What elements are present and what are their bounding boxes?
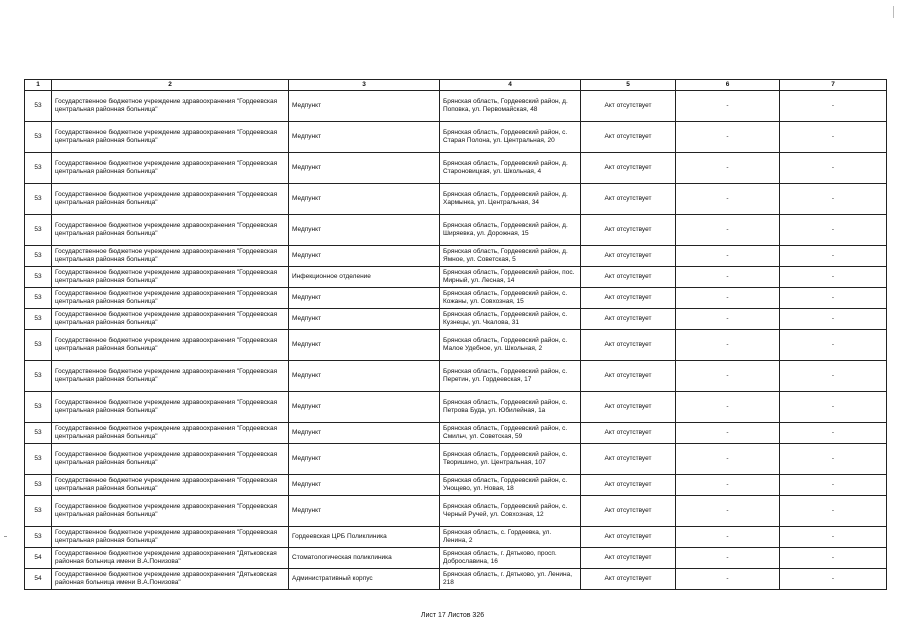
- address-cell: Брянская область, Гордеевский район, с. Унощево, ул. Новая, 18: [440, 475, 581, 496]
- address-cell: Брянская область, Гордеевский район, с. Кузнецы, ул. Чкалова, 31: [440, 309, 581, 330]
- institution-cell: Государственное бюджетное учреждение здравоохранения "Гордеевская центральная районная больница": [52, 444, 289, 475]
- column-6-cell: -: [676, 548, 780, 569]
- address-cell: Брянская область, Гордеевский район, с. Петрова Буда, ул. Юбилейная, 1а: [440, 392, 581, 423]
- act-status-cell: Акт отсутствует: [581, 153, 676, 184]
- table-row: [25, 184, 887, 215]
- department-cell: Медпункт: [289, 215, 440, 246]
- column-6-cell: -: [676, 309, 780, 330]
- institution-cell: Государственное бюджетное учреждение здравоохранения "Гордеевская центральная районная больница": [52, 122, 289, 153]
- column-7-cell: -: [780, 330, 887, 361]
- institution-cell: Государственное бюджетное учреждение здравоохранения "Гордеевская центральная районная больница": [52, 361, 289, 392]
- act-status-cell: Акт отсутствует: [581, 423, 676, 444]
- column-6-cell: -: [676, 153, 780, 184]
- row-number-cell: 53: [25, 288, 52, 309]
- act-status-cell: Акт отсутствует: [581, 361, 676, 392]
- column-6-cell: -: [676, 392, 780, 423]
- department-cell: Инфекционное отделение: [289, 267, 440, 288]
- act-status-cell: Акт отсутствует: [581, 215, 676, 246]
- address-cell: Брянская область, Гордеевский район, пос. Мирный, ул. Лесная, 14: [440, 267, 581, 288]
- table-row: [25, 392, 887, 423]
- column-7-cell: -: [780, 496, 887, 527]
- table-row: [25, 122, 887, 153]
- column-7-cell: -: [780, 548, 887, 569]
- address-cell: Брянская область, г. Дятьково, просп. Доброславина, 16: [440, 548, 581, 569]
- act-status-cell: Акт отсутствует: [581, 309, 676, 330]
- institution-cell: Государственное бюджетное учреждение здравоохранения "Гордеевская центральная районная больница": [52, 309, 289, 330]
- table-row: [25, 288, 887, 309]
- table-header-row: [25, 80, 887, 91]
- table-row: [25, 361, 887, 392]
- address-cell: Брянская область, Гордеевский район, д. Поповка, ул. Первомайская, 48: [440, 91, 581, 122]
- table-row: [25, 496, 887, 527]
- institution-cell: Государственное бюджетное учреждение здравоохранения "Гордеевская центральная районная больница": [52, 215, 289, 246]
- column-6-cell: -: [676, 267, 780, 288]
- department-cell: Медпункт: [289, 444, 440, 475]
- address-cell: Брянская область, Гордеевский район, с. Творишино, ул. Центральная, 107: [440, 444, 581, 475]
- act-status-cell: Акт отсутствует: [581, 184, 676, 215]
- column-6-cell: -: [676, 423, 780, 444]
- address-cell: Брянская область, Гордеевский район, с. Смильч, ул. Советская, 59: [440, 423, 581, 444]
- row-number-cell: 53: [25, 215, 52, 246]
- column-6-cell: -: [676, 91, 780, 122]
- row-number-cell: 54: [25, 548, 52, 569]
- column-6-cell: -: [676, 527, 780, 548]
- institution-cell: Государственное бюджетное учреждение здравоохранения "Гордеевская центральная районная больница": [52, 91, 289, 122]
- act-status-cell: Акт отсутствует: [581, 330, 676, 361]
- act-status-cell: Акт отсутствует: [581, 392, 676, 423]
- institution-cell: Государственное бюджетное учреждение здравоохранения "Гордеевская центральная районная больница": [52, 267, 289, 288]
- institution-cell: Государственное бюджетное учреждение здравоохранения "Гордеевская центральная районная больница": [52, 288, 289, 309]
- table-row: [25, 246, 887, 267]
- department-cell: Медпункт: [289, 330, 440, 361]
- column-7-cell: -: [780, 527, 887, 548]
- column-7-cell: -: [780, 246, 887, 267]
- column-6-cell: -: [676, 444, 780, 475]
- scan-edge-mark: [893, 6, 894, 18]
- table-row: [25, 215, 887, 246]
- address-cell: Брянская область, г. Дятьково, ул. Ленина, 218: [440, 569, 581, 590]
- institution-cell: Государственное бюджетное учреждение здравоохранения "Гордеевская центральная районная больница": [52, 423, 289, 444]
- column-6-cell: -: [676, 184, 780, 215]
- row-number-cell: 53: [25, 330, 52, 361]
- address-cell: Брянская область, Гордеевский район, с. Черный Ручей, ул. Совхозная, 12: [440, 496, 581, 527]
- row-number-cell: 53: [25, 392, 52, 423]
- act-status-cell: Акт отсутствует: [581, 527, 676, 548]
- column-7-cell: -: [780, 288, 887, 309]
- table-row: [25, 91, 887, 122]
- act-status-cell: Акт отсутствует: [581, 569, 676, 590]
- column-7-cell: -: [780, 122, 887, 153]
- department-cell: Медпункт: [289, 392, 440, 423]
- column-6-cell: -: [676, 288, 780, 309]
- row-number-cell: 53: [25, 423, 52, 444]
- column-7-cell: -: [780, 475, 887, 496]
- registry-table: [24, 79, 887, 590]
- column-6-cell: -: [676, 246, 780, 267]
- column-header: 7: [780, 80, 887, 91]
- column-6-cell: -: [676, 475, 780, 496]
- column-7-cell: -: [780, 392, 887, 423]
- table-row: [25, 309, 887, 330]
- row-number-cell: 53: [25, 496, 52, 527]
- table-row: [25, 527, 887, 548]
- department-cell: Медпункт: [289, 288, 440, 309]
- column-7-cell: -: [780, 184, 887, 215]
- address-cell: Брянская область, с. Гордеевка, ул. Ленина, 2: [440, 527, 581, 548]
- department-cell: Медпункт: [289, 122, 440, 153]
- institution-cell: Государственное бюджетное учреждение здравоохранения "Дятьковская районная больница имени В.А.Понизова": [52, 548, 289, 569]
- act-status-cell: Акт отсутствует: [581, 288, 676, 309]
- address-cell: Брянская область, Гордеевский район, с. Кожаны, ул. Совхозная, 15: [440, 288, 581, 309]
- column-6-cell: -: [676, 361, 780, 392]
- row-number-cell: 53: [25, 267, 52, 288]
- department-cell: Стоматологическая поликлиника: [289, 548, 440, 569]
- institution-cell: Государственное бюджетное учреждение здравоохранения "Гордеевская центральная районная больница": [52, 527, 289, 548]
- row-number-cell: 53: [25, 91, 52, 122]
- department-cell: Административный корпус: [289, 569, 440, 590]
- column-7-cell: -: [780, 309, 887, 330]
- department-cell: Медпункт: [289, 91, 440, 122]
- act-status-cell: Акт отсутствует: [581, 91, 676, 122]
- margin-mark: [4, 536, 7, 537]
- act-status-cell: Акт отсутствует: [581, 548, 676, 569]
- institution-cell: Государственное бюджетное учреждение здравоохранения "Гордеевская центральная районная больница": [52, 153, 289, 184]
- address-cell: Брянская область, Гордеевский район, д. Староновицкая, ул. Школьная, 4: [440, 153, 581, 184]
- row-number-cell: 53: [25, 184, 52, 215]
- address-cell: Брянская область, Гордеевский район, с. Малое Удебное, ул. Школьная, 2: [440, 330, 581, 361]
- act-status-cell: Акт отсутствует: [581, 122, 676, 153]
- department-cell: Медпункт: [289, 361, 440, 392]
- address-cell: Брянская область, Гордеевский район, д. Ямное, ул. Советская, 5: [440, 246, 581, 267]
- department-cell: Гордеевская ЦРБ Поликлиника: [289, 527, 440, 548]
- table-row: [25, 330, 887, 361]
- row-number-cell: 53: [25, 475, 52, 496]
- column-7-cell: -: [780, 569, 887, 590]
- column-7-cell: -: [780, 423, 887, 444]
- column-header: 2: [52, 80, 289, 91]
- address-cell: Брянская область, Гордеевский район, с. Перетин, ул. Гордеевская, 17: [440, 361, 581, 392]
- table-row: [25, 444, 887, 475]
- column-header: 5: [581, 80, 676, 91]
- column-header: 6: [676, 80, 780, 91]
- column-6-cell: -: [676, 496, 780, 527]
- row-number-cell: 53: [25, 361, 52, 392]
- row-number-cell: 54: [25, 569, 52, 590]
- department-cell: Медпункт: [289, 184, 440, 215]
- page-footer: Лист 17 Листов 326: [420, 612, 485, 619]
- row-number-cell: 53: [25, 527, 52, 548]
- table-row: [25, 548, 887, 569]
- department-cell: Медпункт: [289, 423, 440, 444]
- institution-cell: Государственное бюджетное учреждение здравоохранения "Гордеевская центральная районная больница": [52, 246, 289, 267]
- column-7-cell: -: [780, 91, 887, 122]
- act-status-cell: Акт отсутствует: [581, 246, 676, 267]
- act-status-cell: Акт отсутствует: [581, 444, 676, 475]
- column-6-cell: -: [676, 569, 780, 590]
- column-header: 3: [289, 80, 440, 91]
- table-row: [25, 569, 887, 590]
- column-7-cell: -: [780, 215, 887, 246]
- column-6-cell: -: [676, 122, 780, 153]
- institution-cell: Государственное бюджетное учреждение здравоохранения "Гордеевская центральная районная больница": [52, 330, 289, 361]
- column-7-cell: -: [780, 444, 887, 475]
- column-header: 4: [440, 80, 581, 91]
- table-row: [25, 267, 887, 288]
- institution-cell: Государственное бюджетное учреждение здравоохранения "Гордеевская центральная районная больница": [52, 496, 289, 527]
- row-number-cell: 53: [25, 309, 52, 330]
- department-cell: Медпункт: [289, 475, 440, 496]
- table-row: [25, 423, 887, 444]
- column-7-cell: -: [780, 153, 887, 184]
- department-cell: Медпункт: [289, 246, 440, 267]
- institution-cell: Государственное бюджетное учреждение здравоохранения "Гордеевская центральная районная больница": [52, 392, 289, 423]
- column-header: 1: [25, 80, 52, 91]
- column-7-cell: -: [780, 361, 887, 392]
- column-7-cell: -: [780, 267, 887, 288]
- department-cell: Медпункт: [289, 496, 440, 527]
- row-number-cell: 53: [25, 122, 52, 153]
- institution-cell: Государственное бюджетное учреждение здравоохранения "Гордеевская центральная районная больница": [52, 184, 289, 215]
- column-6-cell: -: [676, 215, 780, 246]
- row-number-cell: 53: [25, 153, 52, 184]
- table-row: [25, 475, 887, 496]
- institution-cell: Государственное бюджетное учреждение здравоохранения "Дятьковская районная больница имени В.А.Понизова": [52, 569, 289, 590]
- row-number-cell: 53: [25, 246, 52, 267]
- address-cell: Брянская область, Гордеевский район, с. Старая Полона, ул. Центральная, 20: [440, 122, 581, 153]
- department-cell: Медпункт: [289, 153, 440, 184]
- act-status-cell: Акт отсутствует: [581, 267, 676, 288]
- department-cell: Медпункт: [289, 309, 440, 330]
- column-6-cell: -: [676, 330, 780, 361]
- table-row: [25, 153, 887, 184]
- address-cell: Брянская область, Гордеевский район, д. Хармынка, ул. Центральная, 34: [440, 184, 581, 215]
- act-status-cell: Акт отсутствует: [581, 496, 676, 527]
- institution-cell: Государственное бюджетное учреждение здравоохранения "Гордеевская центральная районная больница": [52, 475, 289, 496]
- row-number-cell: 53: [25, 444, 52, 475]
- address-cell: Брянская область, Гордеевский район, д. Ширяевка, ул. Дорожная, 15: [440, 215, 581, 246]
- act-status-cell: Акт отсутствует: [581, 475, 676, 496]
